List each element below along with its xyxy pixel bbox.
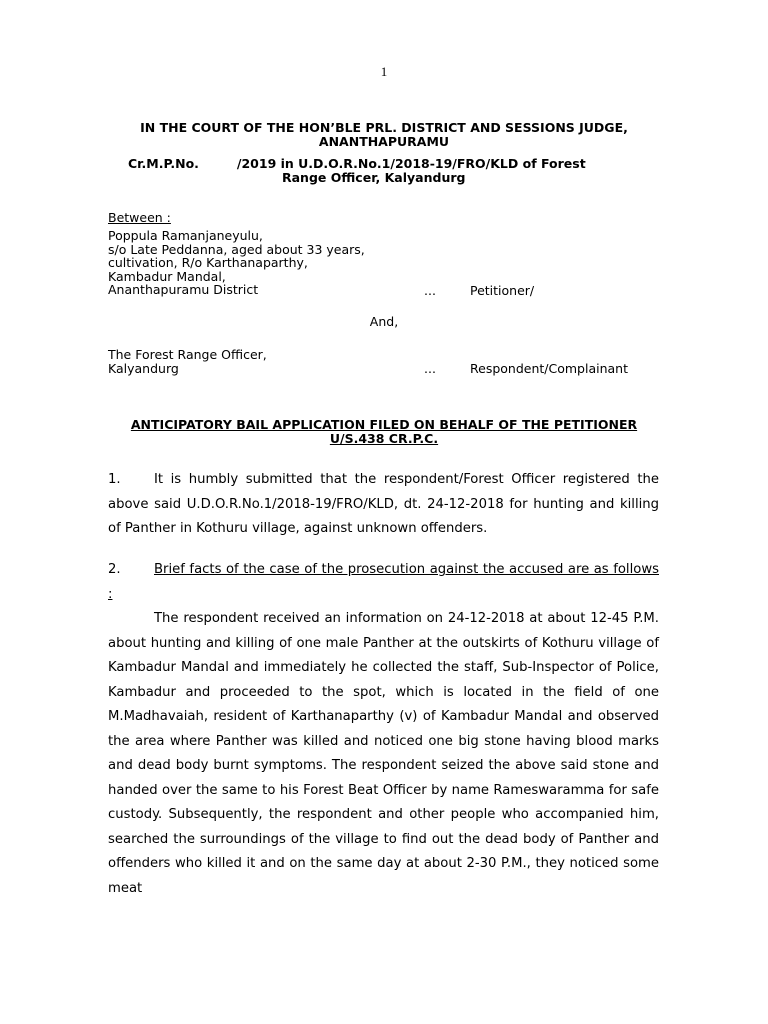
petitioner-role: Petitioner/ <box>470 283 535 298</box>
petitioner-line: Poppula Ramanjaneyulu, <box>108 228 263 243</box>
respondent-block <box>108 348 267 375</box>
application-heading: ANTICIPATORY BAIL APPLICATION FILED ON BEHALF OF THE PETITIONER U/S.438 CR.P.C. <box>130 417 638 446</box>
respondent-line: The Forest Range Officer, <box>108 347 267 362</box>
petitioner-line: Kambadur Mandal, <box>108 268 226 284</box>
paragraph-number: 1. <box>108 472 121 487</box>
case-reference-line2: Range Officer, Kalyandurg <box>282 170 466 185</box>
page-number: 1 <box>380 64 388 79</box>
respondent-line: Kalyandurg <box>108 360 179 376</box>
case-number-prefix: Cr.M.P.No. <box>128 156 199 171</box>
petitioner-line: Ananthapuramu District <box>108 282 259 297</box>
case-reference <box>128 157 648 185</box>
paragraph-text: The respondent received an information on 24-12-2018 at about 12-45 P.M. about hunting and killing of one male Panther at the outskirts of Kothuru village of Kambadur Mandal and immediately he collected the staff, Sub-Inspector of Police, Kambadur and proceeded to the spot, which is located in the field of one M.Madhavaiah, resident of Karthanaparthy (v) of Kambadur Mandal and observed the area where Panther was killed and noticed one big stone having blood marks and dead body burnt symptoms. The respondent seized the above said stone and handed over the same to his Forest Beat Officer by name Rameswaramma for safe custody. Subsequently, the respondent and other people who accompanied him, searched the surroundings of the village to find out the dead body of Panther and offenders who killed it and on the same day at about 2-30 P.M., they noticed some meat <box>108 611 659 896</box>
paragraph-text: It is humbly submitted that the respondent/Forest Officer registered the above said U.D.O.R.No.1/2018-19/FRO/KLD, dt. 24-12-2018 for hunting and killing of Panther in Kothuru village, against unknown offenders. <box>108 472 659 536</box>
respondent-role: Respondent/Complainant <box>470 361 628 376</box>
court-title: IN THE COURT OF THE HON’BLE PRL. DISTRICT AND SESSIONS JUDGE, ANANTHAPURAMU <box>140 120 628 149</box>
respondent-dots: ... <box>424 361 436 376</box>
petitioner-line: cultivation, R/o Karthanaparthy, <box>108 255 308 270</box>
petitioner-block <box>108 229 365 297</box>
case-number-rest: /2019 in U.D.O.R.No.1/2018-19/FRO/KLD of Forest <box>236 156 586 171</box>
petitioner-dots: ... <box>424 283 436 298</box>
between-label: Between : <box>108 210 171 225</box>
paragraph-1 <box>108 468 659 542</box>
paragraph-2 <box>108 558 659 901</box>
petitioner-line: s/o Late Peddanna, aged about 33 years, <box>108 241 365 257</box>
and-label: And, <box>369 314 399 329</box>
paragraph-number: 2. <box>108 562 121 577</box>
paragraph-title: Brief facts of the case of the prosecution against the accused are as follows : <box>108 562 659 602</box>
